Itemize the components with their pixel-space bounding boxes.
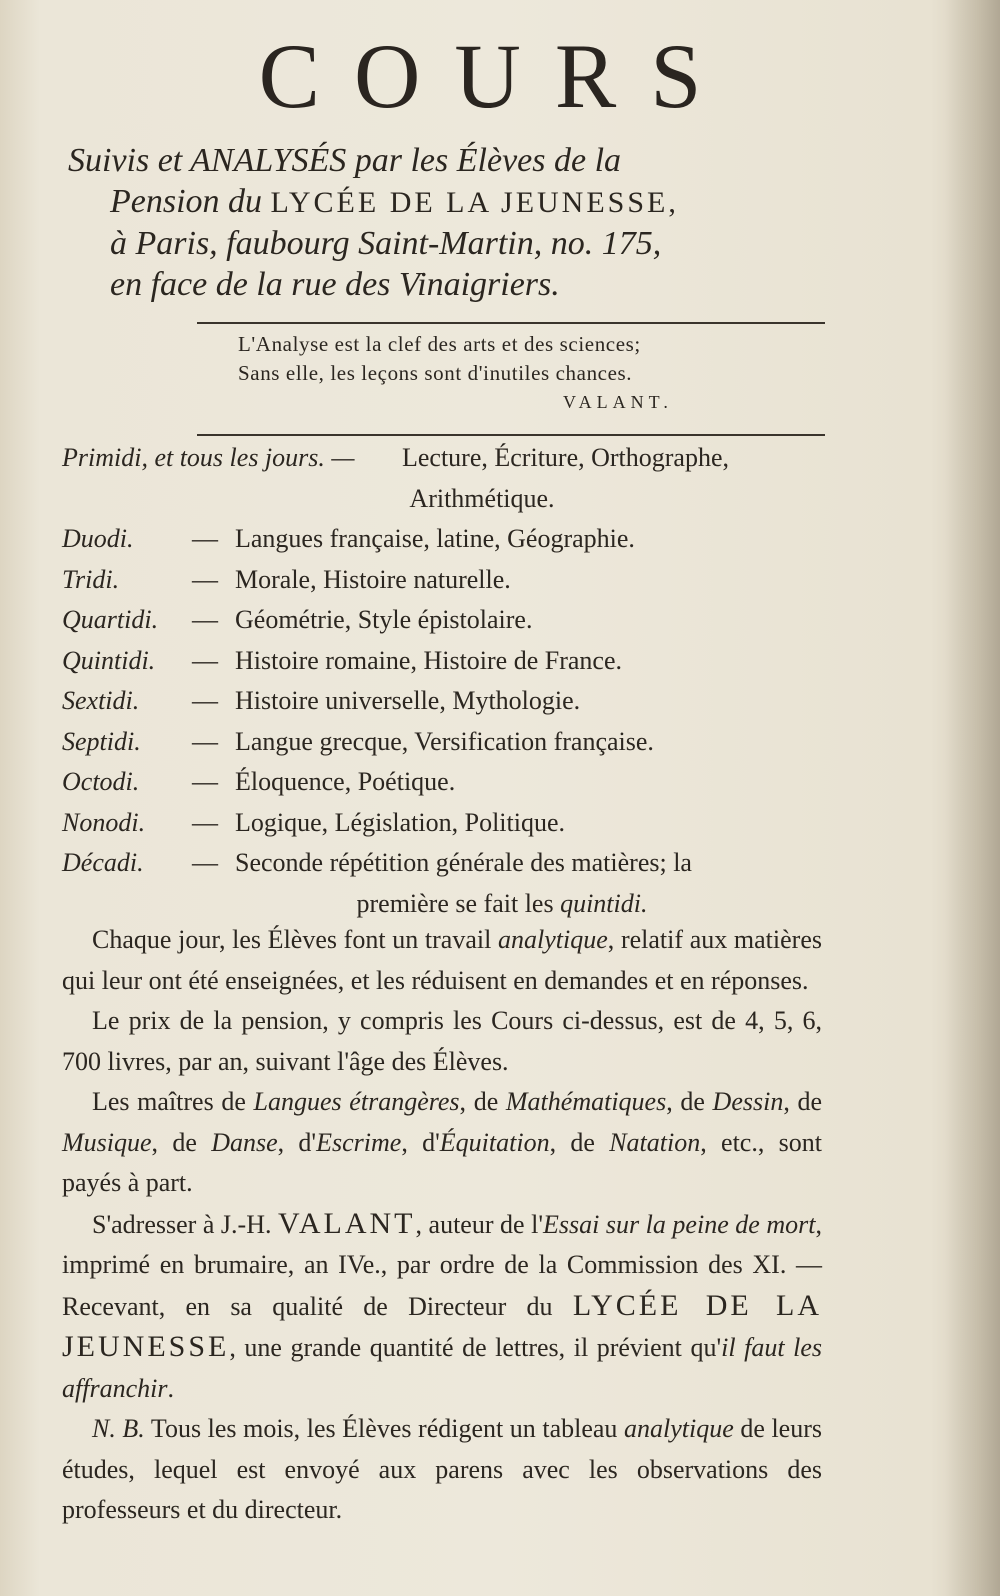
paragraph-text: . bbox=[167, 1373, 174, 1403]
paragraph bbox=[62, 1204, 822, 1410]
paragraph-text: , auteur de l' bbox=[415, 1209, 544, 1239]
schedule-row bbox=[62, 560, 832, 601]
paragraph-italic: analytique bbox=[498, 925, 608, 954]
paragraph-text: , une grande quantité de lettres, il prévient qu' bbox=[229, 1333, 722, 1362]
subtitle-line-2 bbox=[68, 181, 848, 223]
paragraph-italic: Musique bbox=[62, 1127, 152, 1157]
schedule-day: Sextidi. bbox=[62, 686, 140, 715]
paragraph-italic: Langues étrangères bbox=[253, 1087, 460, 1116]
paragraph-italic: Natation bbox=[609, 1127, 701, 1157]
epigraph-line-2: Sans elle, les leçons sont d'inutiles chances. bbox=[238, 361, 633, 385]
paragraph-text: de leurs études, lequel est envoyé aux parens avec les observations des professeurs et du directeur. bbox=[62, 1414, 822, 1524]
paragraph-italic: Escrime bbox=[316, 1127, 402, 1157]
schedule-text: Histoire romaine, Histoire de France. bbox=[235, 645, 622, 675]
schedule-row bbox=[62, 722, 832, 763]
paragraph-text: , de bbox=[459, 1087, 506, 1116]
schedule-text: Lecture, Écriture, Orthographe, bbox=[402, 443, 730, 472]
subtitle-line-2-a: Pension du bbox=[110, 183, 271, 220]
paragraph-italic: analytique bbox=[624, 1414, 734, 1443]
course-schedule bbox=[62, 438, 832, 924]
paragraph-text: , de bbox=[666, 1087, 713, 1116]
paragraph bbox=[62, 1082, 822, 1204]
schedule-continuation bbox=[62, 884, 832, 925]
schedule-lead: Primidi, et tous les jours. — bbox=[62, 443, 355, 472]
schedule-row bbox=[62, 803, 832, 844]
paragraph-text: , imprimé en brumaire, an IVe., par ordre de la Commission des XI. — Recevant, en sa qualité de Directeur du bbox=[62, 1209, 822, 1321]
schedule-dash: — bbox=[192, 686, 218, 715]
paragraph-text: , etc., sont payés à part. bbox=[62, 1127, 822, 1197]
paragraph-text: S'adresser à J.-H. bbox=[92, 1209, 279, 1239]
paragraph-text: , de bbox=[549, 1127, 610, 1157]
body-text bbox=[62, 920, 822, 1531]
paragraph-smallcaps: VALANT bbox=[278, 1206, 416, 1240]
schedule-text: Histoire universelle, Mythologie. bbox=[235, 686, 581, 715]
schedule-continuation-b: quintidi. bbox=[560, 888, 648, 918]
schedule-dash: — bbox=[192, 848, 218, 877]
schedule-continuation-a: première se fait les bbox=[356, 888, 561, 918]
subtitle bbox=[68, 140, 848, 305]
schedule-day: Quartidi. bbox=[62, 605, 159, 634]
paragraph-text: , de bbox=[783, 1087, 823, 1116]
paragraph-text: , d' bbox=[401, 1127, 440, 1157]
paragraph-text: , d' bbox=[277, 1127, 317, 1157]
schedule-day: Duodi. bbox=[62, 524, 134, 553]
epigraph-author: VALANT. bbox=[563, 392, 673, 412]
schedule-row bbox=[62, 519, 832, 560]
paragraph-text: Les maîtres de bbox=[92, 1087, 254, 1116]
paragraph-italic: Équitation bbox=[439, 1127, 550, 1157]
schedule-row bbox=[62, 681, 832, 722]
epigraph bbox=[238, 330, 798, 417]
schedule-text: Géométrie, Style épistolaire. bbox=[235, 605, 533, 634]
schedule-dash: — bbox=[192, 605, 218, 634]
schedule-dash: — bbox=[192, 564, 218, 594]
schedule-row bbox=[62, 843, 832, 884]
schedule-dash: — bbox=[192, 524, 218, 553]
subtitle-line-4: en face de la rue des Vinaigriers. bbox=[110, 266, 560, 303]
paragraph-italic: Essai sur la peine de mort bbox=[543, 1209, 816, 1239]
schedule-dash: — bbox=[192, 807, 218, 837]
schedule-day: Nonodi. bbox=[62, 807, 146, 837]
paragraph-text: , relatif aux matières qui leur ont été enseignées, et les réduisent en demandes et en réponses. bbox=[62, 925, 822, 995]
schedule-dash: — bbox=[192, 726, 218, 756]
schedule-row bbox=[62, 641, 832, 682]
paragraph: Le prix de la pension, y compris les Cours ci-dessus, est de 4, 5, 6, 700 livres, par an, suivant l'âge des Élèves. bbox=[62, 1006, 822, 1076]
schedule-day: Octodi. bbox=[62, 767, 140, 796]
paragraph-italic: Mathématiques bbox=[505, 1087, 667, 1116]
epigraph-line-1: L'Analyse est la clef des arts et des sciences; bbox=[238, 332, 641, 356]
subtitle-line-1: Suivis et ANALYSÉS par les Élèves de la bbox=[68, 142, 622, 179]
paragraph-text: Chaque jour, les Élèves font un travail bbox=[92, 925, 498, 954]
schedule-text: Langues française, latine, Géographie. bbox=[235, 524, 635, 553]
schedule-text: Morale, Histoire naturelle. bbox=[235, 564, 511, 594]
schedule-day: Quintidi. bbox=[62, 645, 156, 675]
schedule-day: Décadi. bbox=[62, 848, 144, 877]
paragraph bbox=[62, 1409, 822, 1531]
paragraph bbox=[62, 920, 822, 1001]
schedule-text: Langue grecque, Versification française. bbox=[235, 726, 654, 756]
schedule-text: Éloquence, Poétique. bbox=[235, 767, 456, 796]
schedule-dash: — bbox=[192, 767, 218, 796]
subtitle-line-3: à Paris, faubourg Saint-Martin, no. 175, bbox=[110, 225, 662, 262]
schedule-day: Septidi. bbox=[62, 726, 141, 756]
subtitle-line-2-b: LYCÉE DE LA JEUNESSE, bbox=[270, 186, 679, 219]
schedule-dash: — bbox=[192, 645, 218, 675]
page-edge-shadow bbox=[945, 0, 1000, 1596]
top-rule bbox=[197, 322, 825, 324]
schedule-row bbox=[62, 438, 832, 479]
schedule-continuation: Arithmétique. bbox=[409, 483, 555, 513]
bottom-rule bbox=[197, 434, 825, 436]
schedule-text: Logique, Législation, Politique. bbox=[235, 807, 566, 837]
schedule-row bbox=[62, 762, 832, 803]
paragraph-smallcaps: LYCÉE DE LA JEUNESSE bbox=[62, 1288, 822, 1363]
schedule-text: Seconde répétition générale des matières; la bbox=[235, 848, 692, 877]
schedule-row bbox=[62, 600, 832, 641]
document-title: COURS bbox=[258, 25, 736, 127]
header bbox=[0, 25, 960, 127]
paragraph-italic: il faut les affranchir bbox=[62, 1333, 822, 1403]
paragraph-text: Tous les mois, les Élèves rédigent un tableau bbox=[144, 1414, 624, 1443]
paragraph-italic: N. B. bbox=[92, 1414, 145, 1443]
paragraph-italic: Danse bbox=[211, 1127, 278, 1157]
paragraph-italic: Dessin bbox=[712, 1087, 784, 1116]
schedule-day: Tridi. bbox=[62, 564, 120, 594]
paragraph-text: , de bbox=[151, 1127, 212, 1157]
